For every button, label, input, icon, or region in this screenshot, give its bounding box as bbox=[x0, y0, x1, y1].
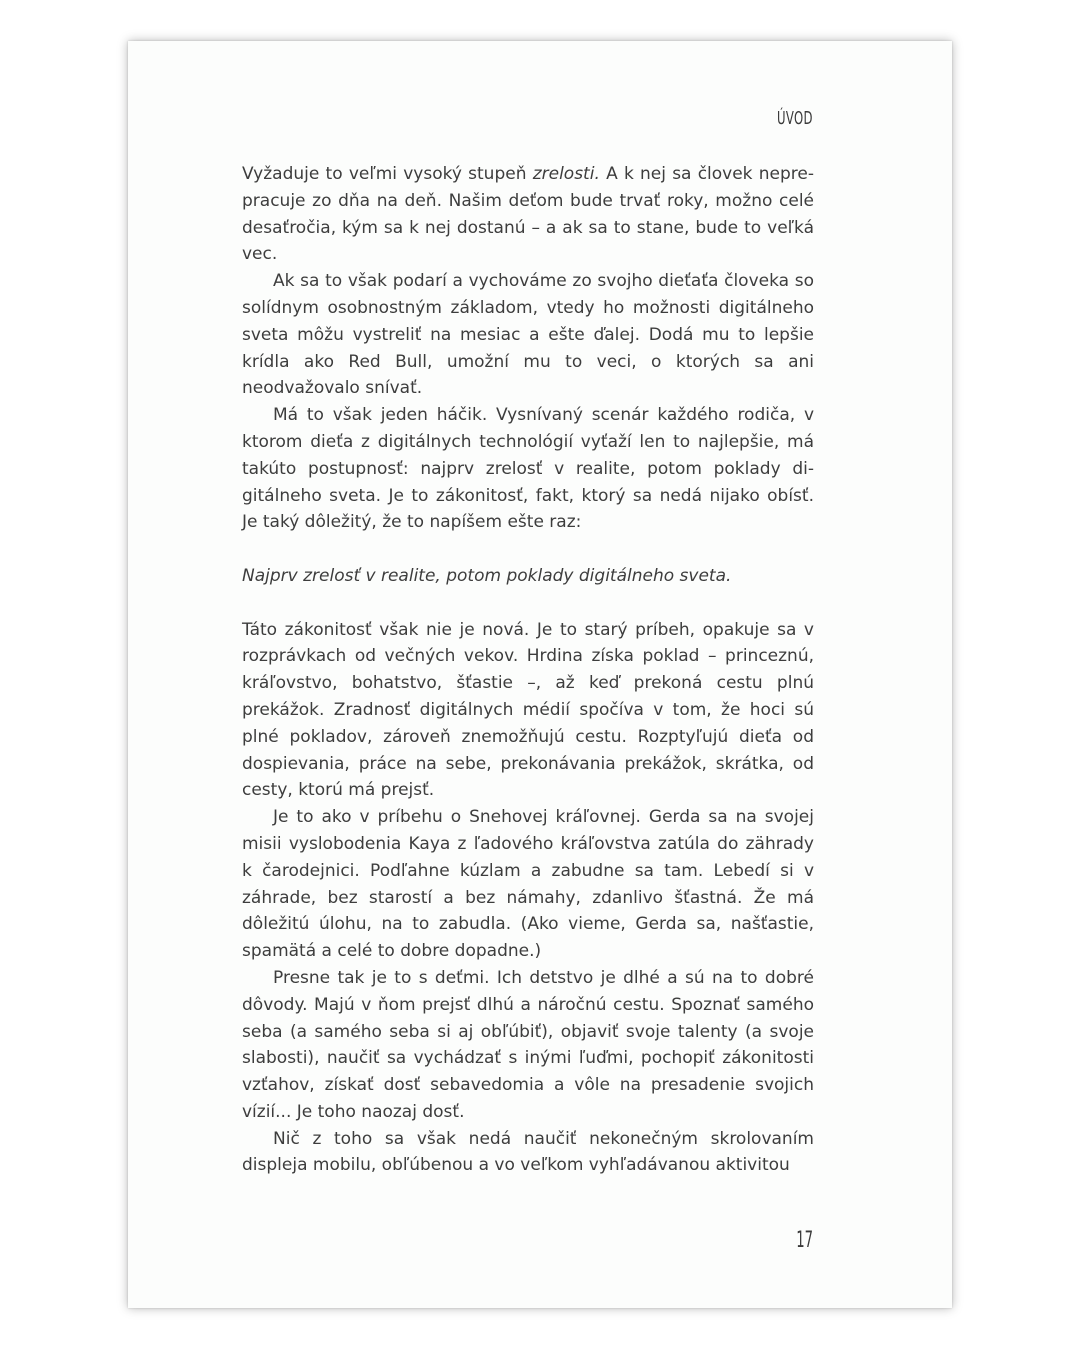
paragraph-2: Ak sa to však podarí a vychováme zo svojho dieťaťa človeka so solídnym osobnostným základom, vtedy ho možnosti digitálneho sveta môžu vystreliť na mesiac a ešte ďalej. Dodá mu to lepšie krídla ako Red Bull, umožní mu to veci, o ktorých sa ani neodvažovalo snívať. bbox=[242, 271, 814, 399]
paragraph-5: Je to ako v príbehu o Snehovej kráľovnej. Gerda sa na svojej misii vyslobodenia Kaya z ľadového kráľovstva zatúla do zährаdy k čarodejnici. Podľahne kúzlam a zabudne sa tam. Lebedí si v záhrade, bez starostí a bez námahy, zdanlivo šťastná. Že má dôležitú úlohu, na to zabudla. (Ako vieme, Gerda sa, našťastie, spamätá a celé to dobre dopadne.) bbox=[242, 807, 814, 962]
paragraph-4: Táto zákonitosť však nie je nová. Je to starý príbeh, opakuje sa v rozprávkach od večných vekov. Hrdina získa poklad – princeznú, kráľovstvo, bohatstvo, šťastie –, až keď prekoná cestu plnú prekážok. Zradnosť digitálnych médií spočíva v tom, že hoci sú plné pokladov, zároveň znemožňujú cestu. Rozptyľujú dieťa od dospievania, práce na sebe, prekonávania prekážok, skrátka, od cesty, ktorú má prejsť. bbox=[242, 619, 814, 801]
paragraph-7: Nič z toho sa však nedá naučiť nekonečným skrolovaním displeja mobilu, obľúbenou a vo veľkom vyhľadávanou aktivitou bbox=[242, 1128, 814, 1176]
italic-quote: Najprv zrelosť v realite, potom poklady digitálneho sveta. bbox=[242, 565, 732, 586]
book-page bbox=[128, 41, 952, 1308]
paragraph-1-end: A k nej sa človek neprepracuje zo dňa na deň. Našim deťom bude trvať roky, možno celé desaťročia, kým sa k nej dostanú – a ak sa to stane, bude to veľká vec. bbox=[242, 164, 814, 265]
page-number: 17 bbox=[796, 1228, 813, 1253]
paragraph-6: Presne tak je to s deťmi. Ich detstvo je dlhé a sú na to dobré dôvody. Majú v ňom prejsť dlhú a náročnú cestu. Spoznať samého seba (a samého seba si aj obľúbiť), objaviť svoje talenty (a svoje slabosti), naučiť sa vychádzať s inými ľuďmi, pochopiť zákonitosti vzťahov, získať dosť sebavedomia a vôle na presadenie svojich vízií... Je toho naozaj dosť. bbox=[242, 967, 814, 1122]
paragraph-3: Má to však jeden háčik. Vysnívaný scenár každého rodiča, v ktorom dieťa z digitálnych technológií vyťaží len to najlepšie, má takúto postupnosť: najprv zrelosť v realite, potom poklady digitálneho sveta. Je to zákonitosť, fakt, ktorý sa nedá nijako obísť. Je taký dôležitý, že to napíšem ešte raz: bbox=[242, 405, 814, 533]
paragraph-1 bbox=[242, 161, 814, 268]
emphasis-zrelosti: zrelosti. bbox=[532, 164, 600, 184]
running-head: ÚVOD bbox=[777, 108, 813, 129]
paragraph-1-start: Vyžaduje to veľmi vysoký stupeň bbox=[242, 164, 533, 184]
page-body-text bbox=[242, 161, 814, 1179]
